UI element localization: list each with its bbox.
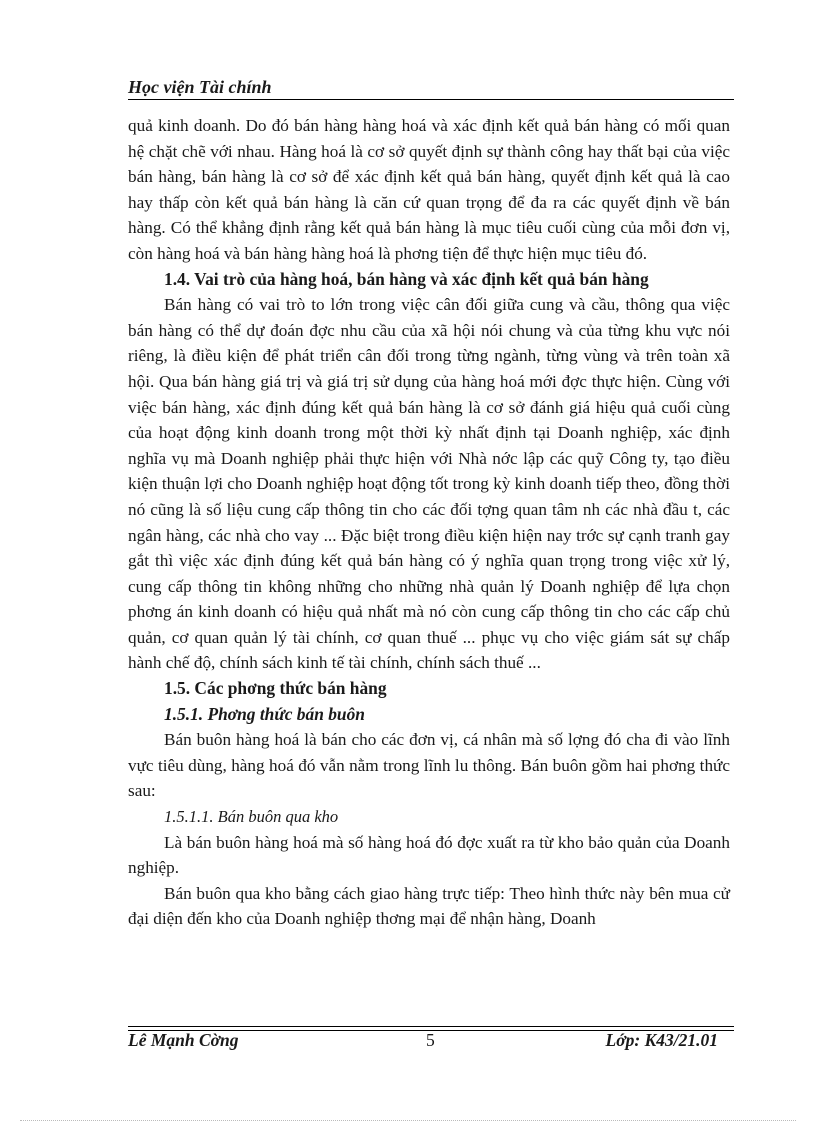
heading-1-5-1-1: 1.5.1.1. Bán buôn qua kho	[164, 807, 339, 827]
heading-1-5-1: 1.5.1. Phơng thức bán buôn	[164, 703, 365, 724]
paragraph-role: Bán hàng có vai trò to lớn trong việc cân đối giữa cung và cầu, thông qua việc bán hàng có thể dự đoán đợc nhu cầu của xã hội nói chung và của từng khu vực nói riêng, là điều kiện để phát triển cân đối trong từng ngành, từng vùng và trên toàn xã hội. Qua bán hàng giá trị và giá trị sử dụng của hàng hoá mới đợc thực hiện. Cùng với việc bán hàng, xác định đúng kết quả bán hàng là cơ sở đánh giá hiệu quả cuối cùng của hoạt động kinh doanh trong một thời kỳ nhất định tại Doanh nghiệp, xác định nghĩa vụ mà Doanh nghiệp phải thực hiện với Nhà nớc lập các quỹ Công ty, tạo điều kiện thuận lợi cho Doanh nghiệp hoạt động tốt trong kỳ kinh doanh tiếp theo, đồng thời nó cũng là số liệu cung cấp thông tin cho các đối tợng quan tâm nh các nhà đầu t, các ngân hàng, các nhà cho vay ... Đặc biệt trong điều kiện hiện nay trớc sự cạnh tranh gay gắt thì việc xác định đúng kết quả bán hàng có ý nghĩa quan trọng trong việc xử lý, cung cấp thông tin không những cho những nhà quản lý Doanh nghiệp để lựa chọn phơng án kinh doanh có hiệu quả nhất mà nó còn cung cấp thông tin cho các cấp chủ quản, cơ quan quản lý tài chính, cơ quan thuế ... phục vụ cho việc giám sát sự chấp hành chế độ, chính sách kinh tế tài chính, chính sách thuế ...	[128, 295, 730, 673]
heading-1-5: 1.5. Các phơng thức bán hàng	[164, 678, 387, 699]
page-footer	[128, 1030, 734, 1052]
page-number: 5	[426, 1030, 435, 1050]
paragraph-warehouse: Là bán buôn hàng hoá mà số hàng hoá đó đợc xuất ra từ kho bảo quản của Doanh nghiệp.	[128, 832, 730, 878]
paragraph-direct-delivery: Bán buôn qua kho bằng cách giao hàng trực tiếp: Theo hình thức này bên mua cử đại diện đến kho của Doanh nghiệp thơng mại để nhận hàng, Doanh	[128, 883, 730, 929]
heading-1-4: 1.4. Vai trò của hàng hoá, bán hàng và xác định kết quả bán hàng	[164, 268, 649, 289]
paragraph-intro: quả kinh doanh. Do đó bán hàng hàng hoá và xác định kết quả bán hàng có mối quan hệ chặt chẽ với nhau. Hàng hoá là cơ sở quyết định sự thành công hay thất bại của việc bán hàng, bán hàng là cơ sở để xác định kết quả bán hàng, quyết định kết quả là cao hay thấp còn kết quả bán hàng là căn cứ quan trọng để đa ra các quyết định về bán hàng. Có thể khẳng định rằng kết quả bán hàng là mục tiêu cuối cùng của mỗi đơn vị, còn hàng hoá và bán hàng hàng hoá là phơng tiện để thực hiện mục tiêu đó.	[128, 116, 730, 263]
page-edge-divider	[20, 1120, 796, 1121]
footer-class: Lớp: K43/21.01	[605, 1030, 718, 1050]
footer-author: Lê Mạnh Cờng	[128, 1030, 239, 1050]
header-institution: Học viện Tài chính	[128, 77, 272, 97]
paragraph-wholesale: Bán buôn hàng hoá là bán cho các đơn vị, cá nhân mà số lợng đó cha đi vào lĩnh vực tiêu dùng, hàng hoá đó vẫn nằm trong lĩnh lu thông. Bán buôn gồm hai phơng thức sau:	[128, 730, 730, 801]
document-body	[128, 113, 730, 932]
page-header	[128, 76, 734, 100]
